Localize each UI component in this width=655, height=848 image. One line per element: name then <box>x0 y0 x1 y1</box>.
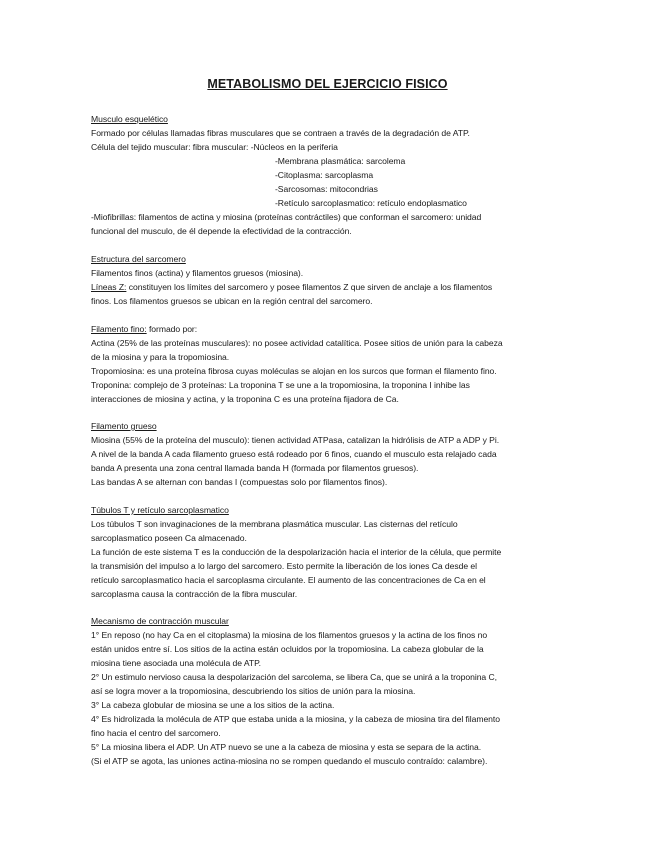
paragraph-line: de la miosina y para la tropomiosina. <box>91 352 230 362</box>
section-heading-musculo: Musculo esquelético <box>91 114 168 124</box>
term-lineas-z: Líneas Z: <box>91 282 127 292</box>
section-heading-sarcomero: Estructura del sarcomero <box>91 254 186 264</box>
paragraph-line: interacciones de miosina y actina, y la troponina C es una proteína fijadora de Ca. <box>91 394 399 404</box>
heading-suffix: formado por: <box>146 324 198 334</box>
list-item: -Retículo sarcoplasmatico: retículo endoplasmatico <box>275 198 467 208</box>
paragraph-line: Actina (25% de las proteínas musculares): no posee actividad catalítica. Posee sitios de unión para la cabeza <box>91 338 503 348</box>
paragraph-line: -Miofibrillas: filamentos de actina y miosina (proteínas contráctiles) que conforman el sarcomero: unidad <box>91 212 482 222</box>
section-heading-mecanismo: Mecanismo de contracción muscular <box>91 616 229 626</box>
paragraph-line: Filamentos finos (actina) y filamentos gruesos (miosina). <box>91 268 304 278</box>
paragraph-line: Troponina: complejo de 3 proteínas: La troponina T se une a la tropomiosina, la troponina I inhibe las <box>91 380 470 390</box>
paragraph-line: Tropomiosina: es una proteína fibrosa cuyas moléculas se alojan en los surcos que forman el filamento fino. <box>91 366 497 376</box>
heading-label: Filamento fino: <box>91 324 147 334</box>
list-item: -Membrana plasmática: sarcolema <box>275 156 406 166</box>
step-line: 5° La miosina libera el ADP. Un ATP nuevo se une a la cabeza de miosina y esta se separa de la actina. <box>91 742 482 752</box>
paragraph-line: sarcoplasmatico poseen Ca almacenado. <box>91 533 247 543</box>
paragraph-line: la transmisión del impulso a lo largo del sarcomero. Esto permite la liberación de los iones Ca desde el <box>91 561 478 571</box>
step-line: están unidos entre sí. Los sitios de la actina están ocluidos por la tropomiosina. La cabeza globular de la <box>91 644 484 654</box>
paragraph-line: Las bandas A se alternan con bandas I (compuestas solo por filamentos finos). <box>91 477 388 487</box>
section-heading-filamento-fino <box>91 323 197 335</box>
section-heading-tubulos: Túbulos T y retículo sarcoplasmatico <box>91 505 229 515</box>
list-item: -Sarcosomas: mitocondrias <box>275 184 378 194</box>
page-title: METABOLISMO DEL EJERCICIO FISICO <box>207 77 448 91</box>
paragraph-line: La función de este sistema T es la conducción de la despolarización hacia el interior de la célula, que permite <box>91 547 502 557</box>
list-item: -Citoplasma: sarcoplasma <box>275 170 374 180</box>
step-line: fino hacia el centro del sarcomero. <box>91 728 221 738</box>
paragraph-line: Formado por células llamadas fibras musculares que se contraen a través de la degradación de ATP. <box>91 128 470 138</box>
step-line: miosina tiene asociada una molécula de ATP. <box>91 658 261 668</box>
step-line: (Si el ATP se agota, las uniones actina-miosina no se rompen quedando el musculo contraído: calambre). <box>91 756 488 766</box>
paragraph-line: Los túbulos T son invaginaciones de la membrana plasmática muscular. Las cisternas del retículo <box>91 519 458 529</box>
step-line: 1° En reposo (no hay Ca en el citoplasma) la miosina de los filamentos gruesos y la actina de los finos no <box>91 630 488 640</box>
step-line: 3° La cabeza globular de miosina se une a los sitios de la actina. <box>91 700 335 710</box>
section-heading-filamento-grueso: Filamento grueso <box>91 421 157 431</box>
step-line: 4° Es hidrolizada la molécula de ATP que estaba unida a la miosina, y la cabeza de miosina tira del filamento <box>91 714 500 724</box>
paragraph-line: finos. Los filamentos gruesos se ubican en la región central del sarcomero. <box>91 296 373 306</box>
paragraph-line: sarcoplasma causa la contracción de la fibra muscular. <box>91 589 298 599</box>
paragraph-line: A nivel de la banda A cada filamento grueso está rodeado por 6 finos, cuando el musculo esta relajado cada <box>91 449 497 459</box>
paragraph-line: Célula del tejido muscular: fibra muscular: -Núcleos en la periferia <box>91 142 338 152</box>
step-line: 2° Un estimulo nervioso causa la despolarización del sarcolema, se libera Ca, que se unirá a la troponina C, <box>91 672 497 682</box>
paragraph-line: funcional del musculo, de él depende la efectividad de la contracción. <box>91 226 352 236</box>
paragraph-line: Miosina (55% de la proteína del musculo): tienen actividad ATPasa, catalizan la hidrólisis de ATP a ADP y Pi. <box>91 435 500 445</box>
step-line: así se logra mover a la tropomiosina, descubriendo los sitios de unión para la miosina. <box>91 686 416 696</box>
term-definition: constituyen los límites del sarcomero y posee filamentos Z que sirven de anclaje a los filamentos <box>126 282 493 292</box>
paragraph-line: banda A presenta una zona central llamada banda H (formada por filamentos gruesos). <box>91 463 419 473</box>
paragraph-line: retículo sarcoplasmatico hacia el sarcoplasma circulante. El aumento de las concentraciones de Ca en el <box>91 575 486 585</box>
paragraph-line <box>91 281 492 293</box>
